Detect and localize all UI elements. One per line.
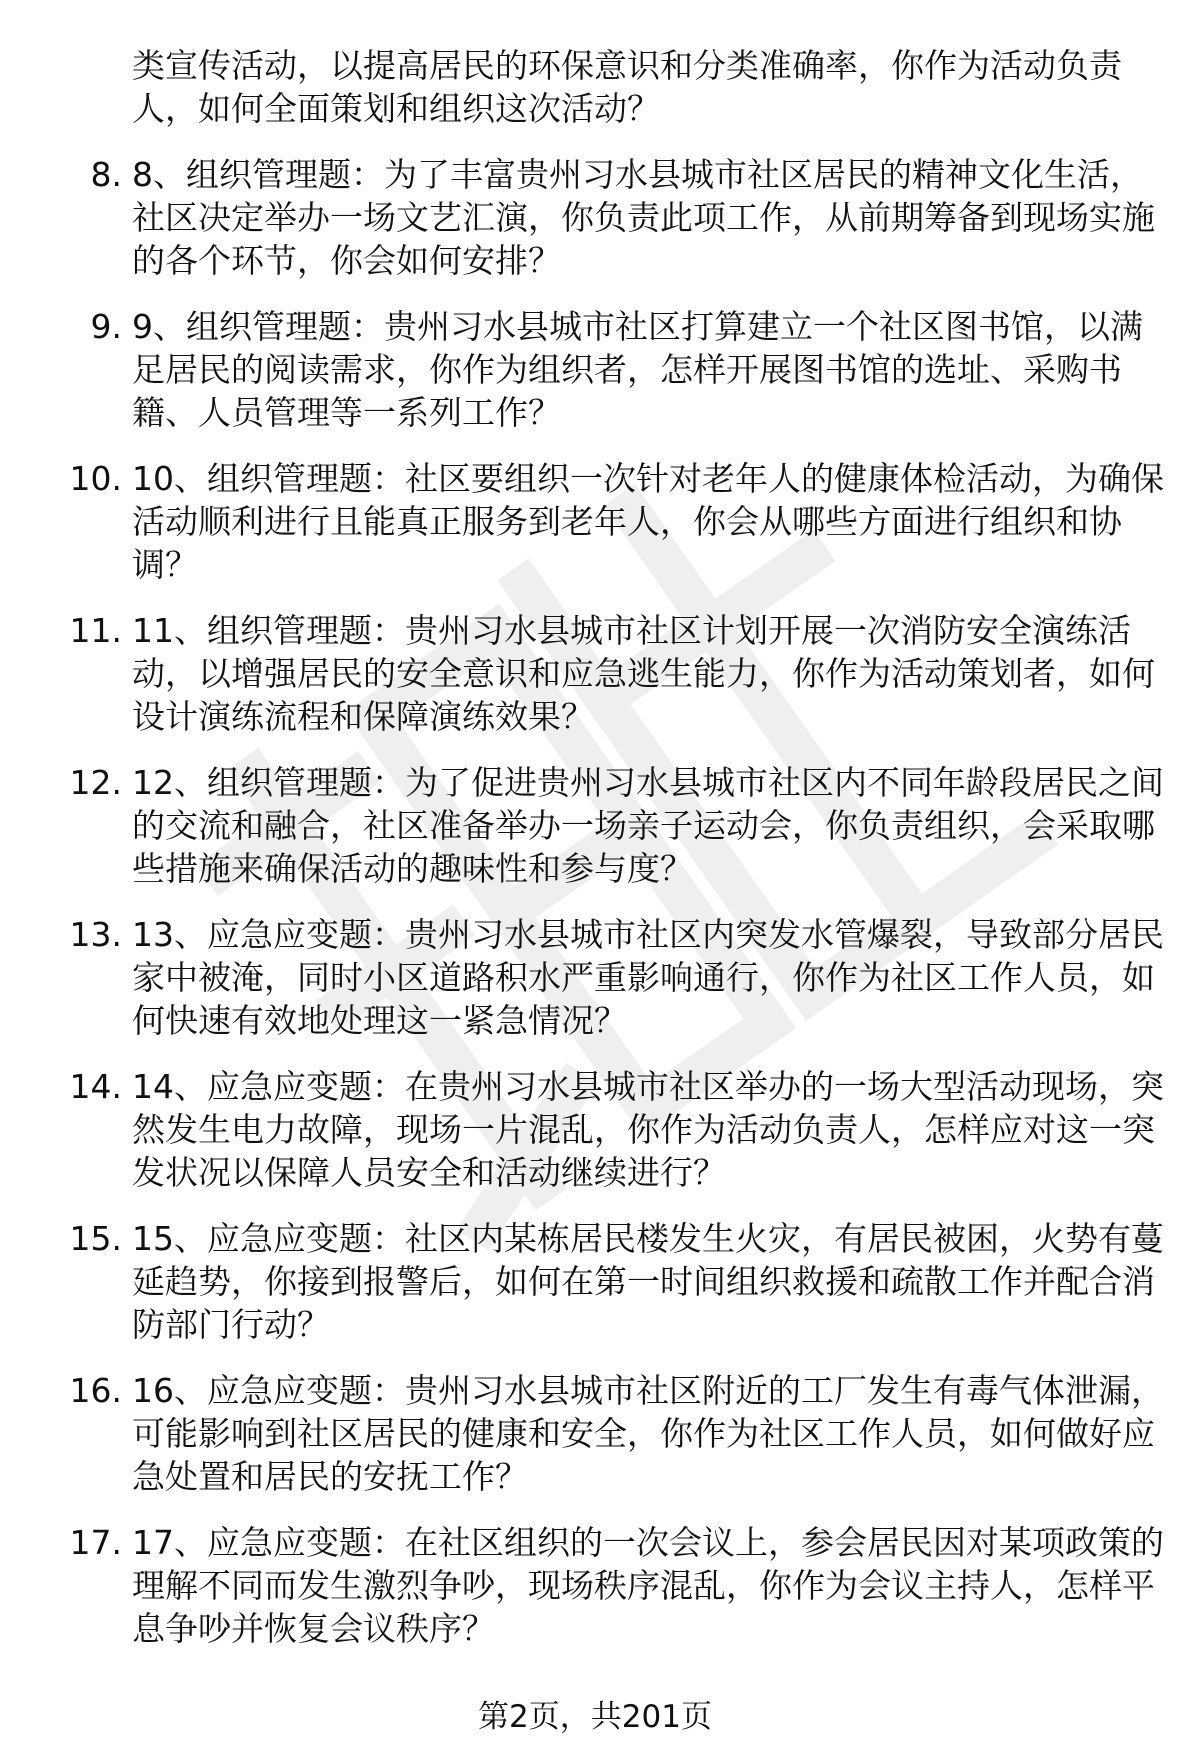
list-item	[0, 761, 1190, 890]
list-item	[0, 1369, 1190, 1498]
list-item-text: 11、组织管理题：贵州习水县城市社区计划开展一次消防安全演练活动，以增强居民的安全意识和应急逃生能力，你作为活动策划者，如何设计演练流程和保障演练效果？	[132, 611, 1155, 736]
question-list	[0, 44, 1190, 1650]
list-item-number: 16.	[69, 1371, 122, 1410]
list-item	[0, 457, 1190, 586]
list-item	[0, 305, 1190, 434]
list-item-number: 12.	[69, 763, 122, 802]
list-item-number: 17.	[69, 1523, 122, 1562]
list-item	[0, 609, 1190, 738]
list-item-number: 15.	[69, 1219, 122, 1258]
list-item-number: 14.	[69, 1067, 122, 1106]
list-item	[0, 1521, 1190, 1650]
continuation-text: 类宣传活动，以提高居民的环保意识和分类准确率，你作为活动负责人，如何全面策划和组织这次活动？	[132, 46, 1122, 128]
list-item-text: 17、应急应变题：在社区组织的一次会议上，参会居民因对某项政策的理解不同而发生激烈争吵，现场秩序混乱，你作为会议主持人，怎样平息争吵并恢复会议秩序？	[132, 1523, 1164, 1648]
list-item	[0, 1065, 1190, 1194]
page-footer: 第2页，共201页	[478, 1699, 712, 1735]
list-item-text: 10、组织管理题：社区要组织一次针对老年人的健康体检活动，为确保活动顺利进行且能真正服务到老年人，你会从哪些方面进行组织和协调？	[132, 459, 1164, 584]
list-item-number: 10.	[69, 459, 122, 498]
list-item	[0, 1217, 1190, 1346]
list-item-number: 9.	[90, 307, 122, 346]
list-item-text: 9、组织管理题：贵州习水县城市社区打算建立一个社区图书馆，以满足居民的阅读需求，你作为组织者，怎样开展图书馆的选址、采购书籍、人员管理等一系列工作？	[132, 307, 1143, 432]
list-item-number: 11.	[69, 611, 122, 650]
list-item-number: 8.	[90, 155, 122, 194]
list-item-text: 12、组织管理题：为了促进贵州习水县城市社区内不同年龄段居民之间的交流和融合，社区准备举办一场亲子运动会，你负责组织，会采取哪些措施来确保活动的趣味性和参与度？	[132, 763, 1164, 888]
list-item-text: 16、应急应变题：贵州习水县城市社区附近的工厂发生有毒气体泄漏，可能影响到社区居民的健康和安全，你作为社区工作人员，如何做好应急处置和居民的安抚工作？	[132, 1371, 1164, 1496]
list-item-number: 13.	[69, 915, 122, 954]
list-item-text: 14、应急应变题：在贵州习水县城市社区举办的一场大型活动现场，突然发生电力故障，现场一片混乱，你作为活动负责人，怎样应对这一突发状况以保障人员安全和活动继续进行？	[132, 1067, 1164, 1192]
list-item-text: 8、组织管理题：为了丰富贵州习水县城市社区居民的精神文化生活，社区决定举办一场文艺汇演，你负责此项工作，从前期筹备到现场实施的各个环节，你会如何安排？	[132, 155, 1155, 280]
list-item	[0, 153, 1190, 282]
list-item-text: 13、应急应变题：贵州习水县城市社区内突发水管爆裂，导致部分居民家中被淹，同时小区道路积水严重影响通行，你作为社区工作人员，如何快速有效地处理这一紧急情况？	[132, 915, 1164, 1040]
list-item-text: 15、应急应变题：社区内某栋居民楼发生火灾，有居民被困，火势有蔓延趋势，你接到报警后，如何在第一时间组织救援和疏散工作并配合消防部门行动？	[132, 1219, 1164, 1344]
list-item	[0, 913, 1190, 1042]
